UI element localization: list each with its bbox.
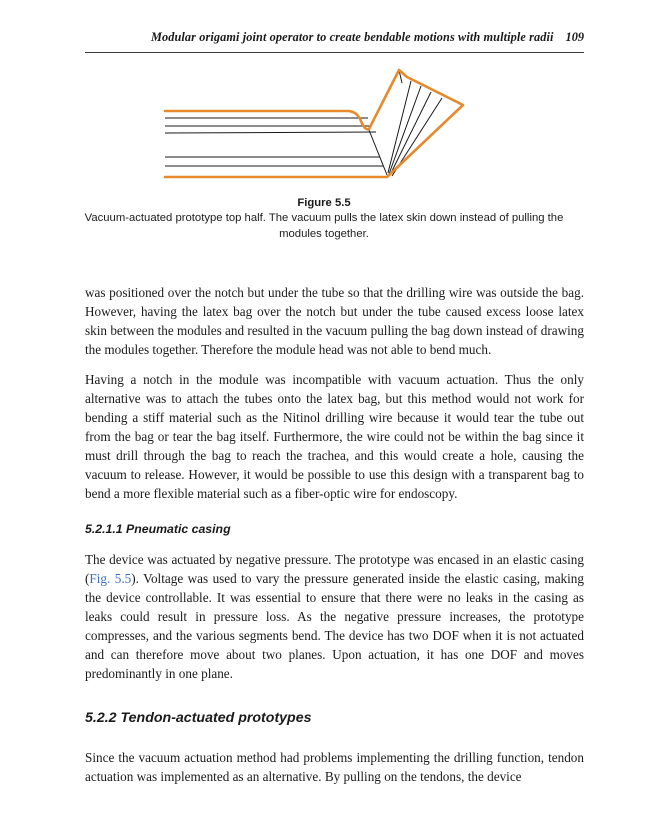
section-heading-5-2-1-1: 5.2.1.1 Pneumatic casing — [85, 521, 231, 536]
figure-5-5-drawing — [159, 65, 489, 193]
paragraph — [85, 550, 584, 683]
figure-caption: Vacuum-actuated prototype top half. The vacuum pulls the latex skin down instead of pulling the modules together. — [84, 212, 564, 240]
body-text — [85, 283, 584, 786]
paragraph: Since the vacuum actuation method had problems implementing the drilling function, tendon actuation was implemented as an alternative. By pulling on the tendons, the device — [85, 749, 584, 784]
book-page — [0, 30, 648, 830]
figure-label: Figure 5.5 — [297, 197, 351, 209]
figure-5-5 — [0, 65, 648, 243]
running-title: Modular origami joint operator to create bendable motions with multiple radii — [150, 30, 554, 44]
paragraph: was positioned over the notch but under the tube so that the drilling wire was outside the bag. However, having the latex bag over the notch but under the tube caused excess loose latex skin between the modules and resulted in the vacuum pulling the bag down instead of drawing the modules together. Therefore the module head was not able to bend much. — [85, 284, 584, 357]
paragraph-text: ). Voltage was used to vary the pressure generated inside the elastic casing, making the device controllable. It was essential to ensure that there were no leaks in the casing as leaks could result in pressure loss. As the negative pressure increases, the prototype compresses, and the various segments bend. The device has two DOF when it is not actuated and can therefore move about two planes. Upon actuation, it has one DOF and moves predominantly in one plane. — [85, 570, 584, 681]
figure-reference-link[interactable]: Fig. 5.5 — [89, 570, 132, 586]
paragraph: Having a notch in the module was incompatible with vacuum actuation. Thus the only alternative was to attach the tubes onto the latex bag, but this method would not work for bending a stiff material such as the Nitinol drilling wire because it would tear the tube out from the bag or tear the bag itself. Furthermore, the wire could not be within the bag since it must drill through the bag to reach the trachea, and this would create a hole, causing the vacuum to release. However, it would be possible to use this design with a transparent bag to bend a more flexible material such as a fiber-optic wire for endoscopy. — [85, 371, 584, 501]
figure-outline-path — [165, 70, 463, 177]
section-heading-5-2-2: 5.2.2 Tendon-actuated prototypes — [85, 709, 312, 726]
page-number: 109 — [565, 30, 584, 44]
page-header — [85, 30, 584, 53]
paragraph-text: The device was actuated by negative pressure. The prototype was encased in an elastic casing ( — [85, 551, 584, 586]
